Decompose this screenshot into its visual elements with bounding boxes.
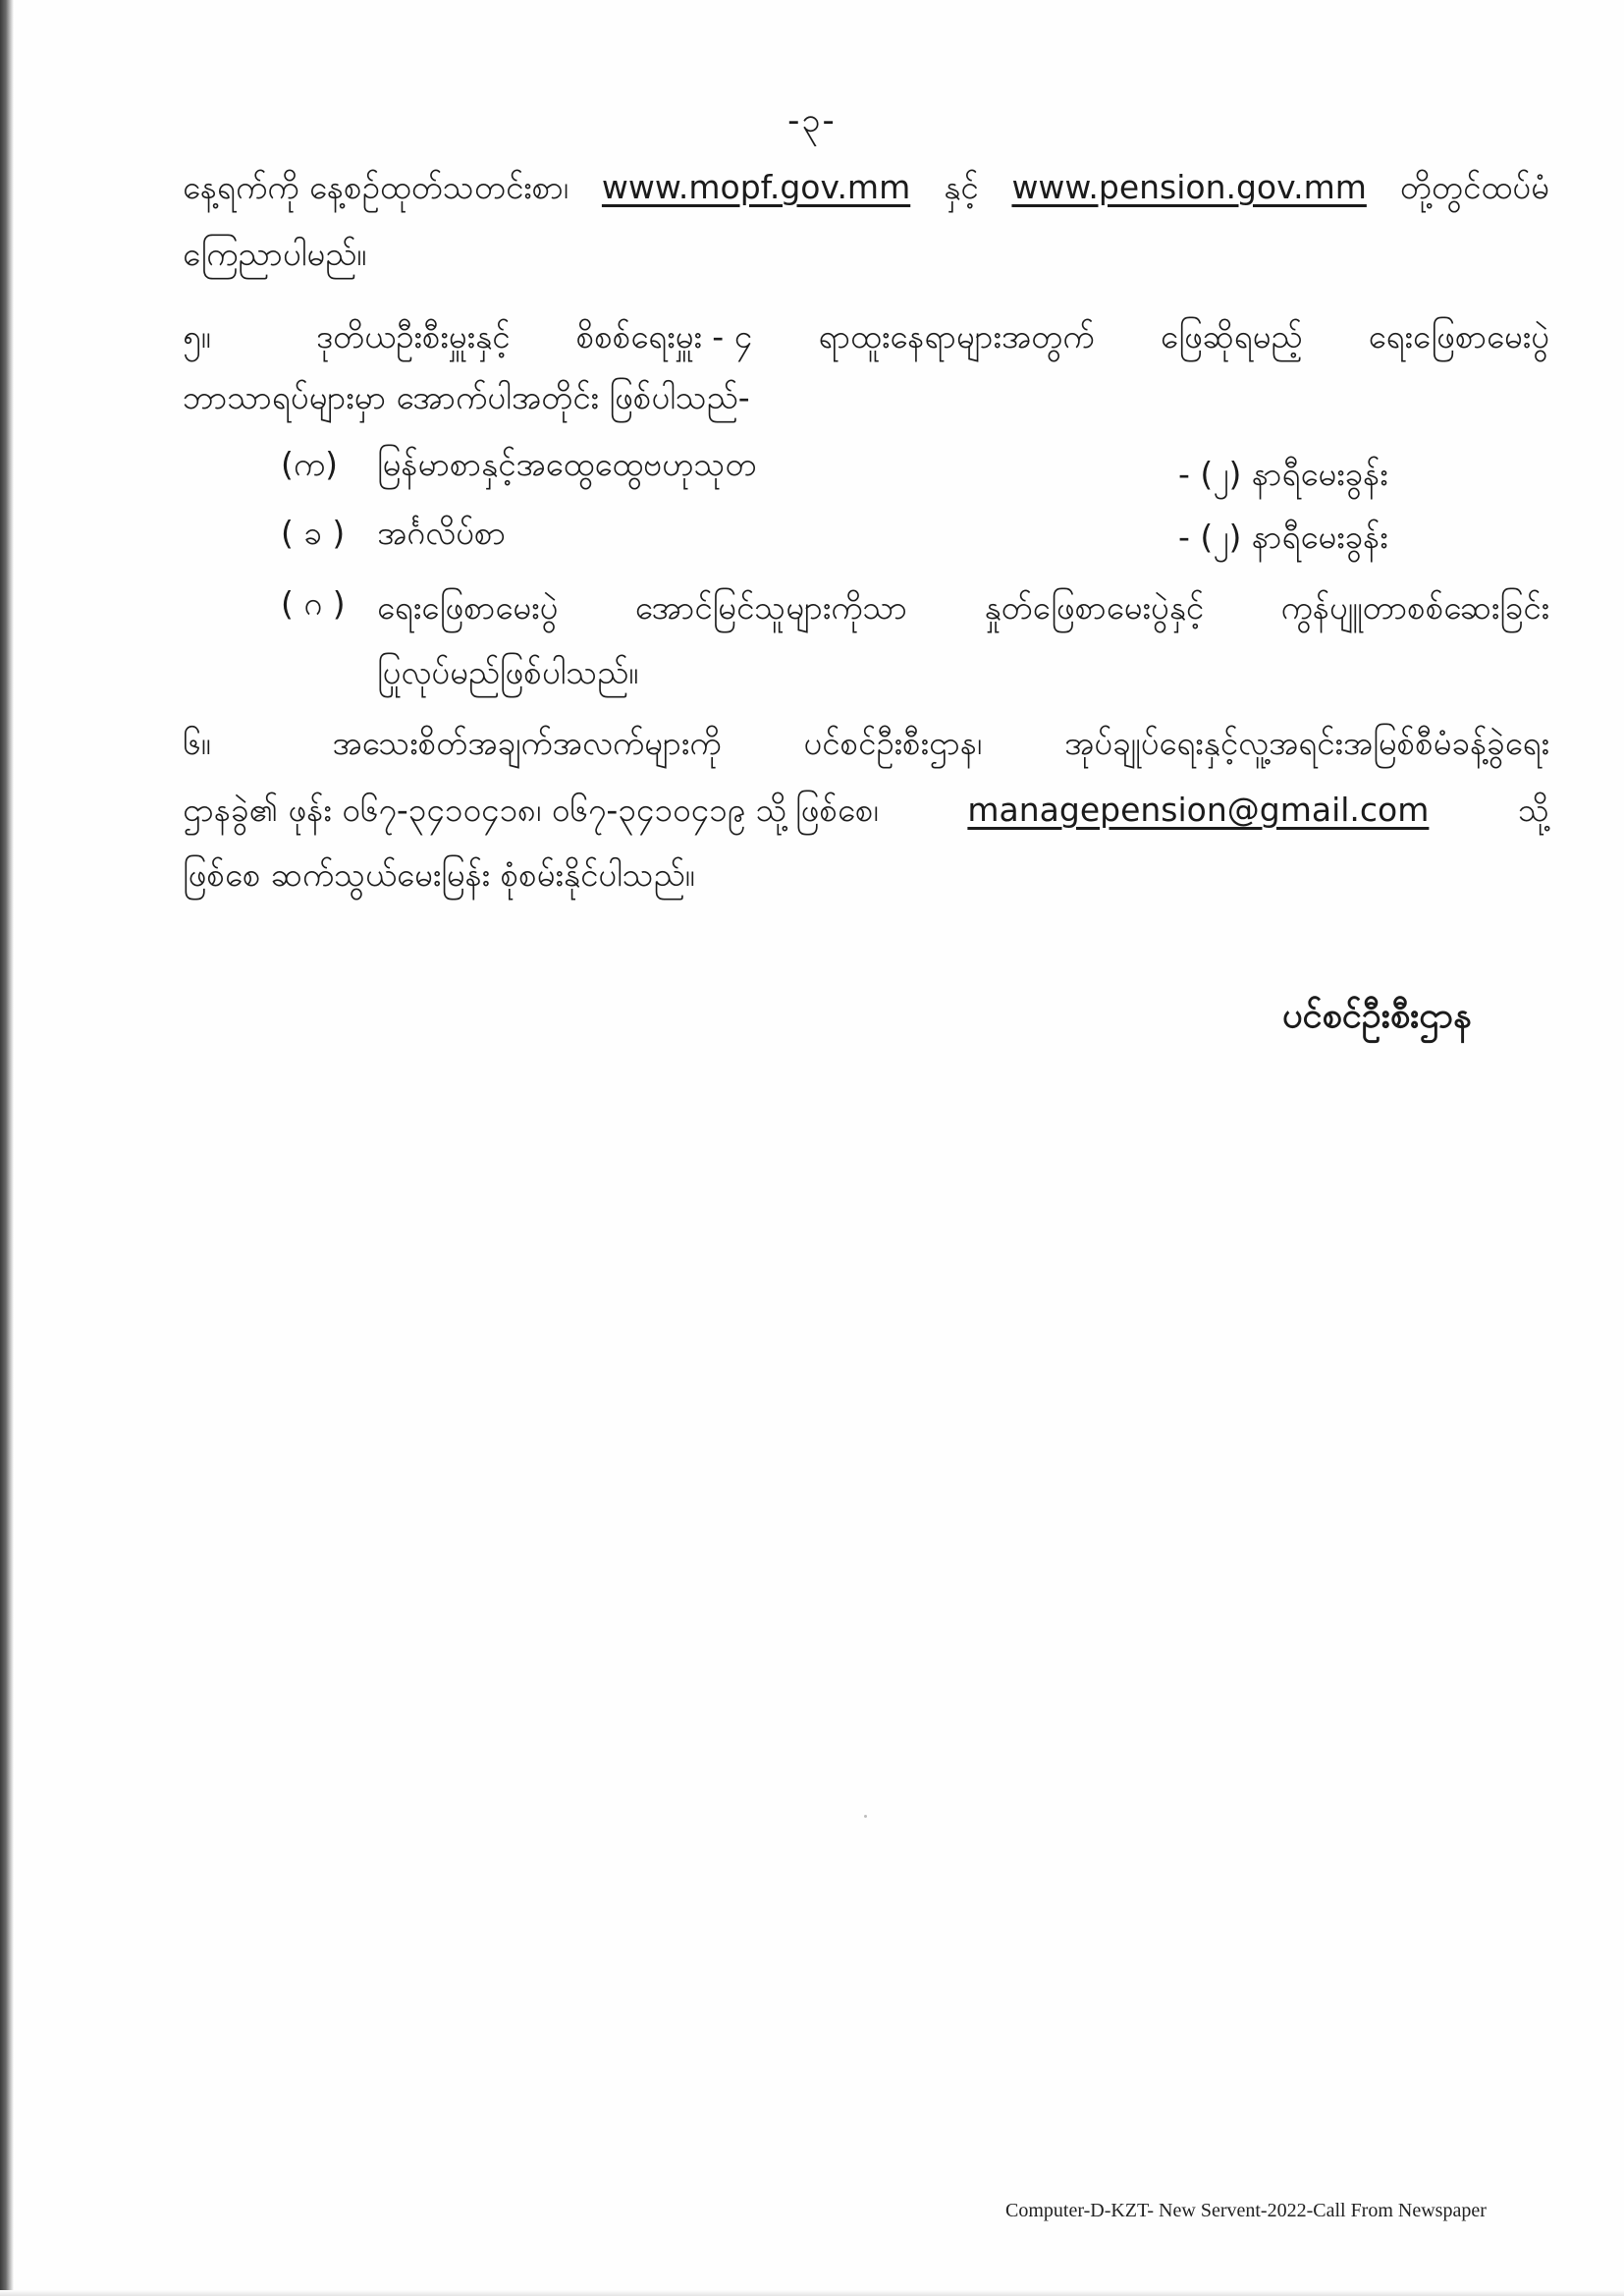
text-segment: စိစစ်ရေးမှူး - ၄ [575,317,753,355]
text-segment: ဌာနခွဲ၏ ဖုန်း ၀၆၇-၃၄၁၀၄၁၈၊ ၀၆၇-၃၄၁၀၄၁၉ သို့ဖြစ်စေ၊ [183,791,879,829]
mopf-website-link[interactable]: www.mopf.gov.mm [601,168,911,206]
paragraph-number: ၆။ [183,724,211,762]
text-segment: သို့ [1518,791,1549,829]
text-segment: တို့တွင်ထပ်မံ [1399,168,1549,206]
paragraph-5-line-2: ဘာသာရပ်များမှာ အောက်ပါအတိုင်း ဖြစ်ပါသည်- [183,378,750,416]
text-segment: အသေးစိတ်အချက်အလက်များကို [332,724,722,762]
paragraph-5-line-1 [183,312,1549,361]
paragraph-number: ၅။ [183,317,211,355]
list-item-duration: - (၂) နာရီမေးခွန်း [1178,455,1388,493]
list-item-duration: - (၂) နာရီမေးခွန်း [1178,518,1388,556]
email-link[interactable]: managepension@gmail.com [967,791,1430,829]
text-segment: ဒုတိယဦးစီးမှူးနှင့် [315,317,511,355]
text-segment: နှင့် [944,168,979,206]
list-item-text-line-1 [377,583,1549,632]
text-segment: အုပ်ချုပ်ရေးနှင့်လူ့အရင်းအမြစ်စီမံခန့်ခွဲရေး [1063,724,1549,762]
text-segment: ရာထူးနေရာများအတွက် [818,317,1095,355]
scan-edge-bottom [0,2290,1624,2296]
text-segment: ရေးဖြေစာမေးပွဲ [377,588,559,627]
list-item-text: အင်္ဂလိပ်စာ [377,514,507,552]
signature-department: ပင်စင်ဦးစီးဌာန [1282,996,1472,1036]
pension-website-link[interactable]: www.pension.gov.mm [1011,168,1367,206]
text-segment: ဖြေဆိုရမည့် [1160,317,1303,355]
list-item-text: မြန်မာစာနှင့်အထွေထွေဗဟုသုတ [377,445,757,483]
text-segment: နှုတ်ဖြေစာမေးပွဲနှင့် [984,588,1205,627]
paragraph-6-line-2 [183,786,1549,835]
scan-edge [0,0,14,2296]
text-segment: ကွန်ပျူတာစစ်ဆေးခြင်း [1280,588,1549,627]
list-item-label: (က) [281,445,339,483]
list-item-label: ( ခ ) [281,514,346,552]
list-item-text-line-2: ပြုလုပ်မည်ဖြစ်ပါသည်။ [377,653,639,691]
scan-speck [864,1815,867,1818]
text-segment: နေ့ရက်ကို နေ့စဉ်ထုတ်သတင်းစာ၊ [183,168,568,206]
paragraph-6-line-1 [183,719,1549,768]
text-segment: အောင်မြင်သူများကိုသာ [634,588,907,627]
page-number: -၃- [787,101,837,140]
footer-filename: Computer-D-KZT- New Servent-2022-Call From Newspaper [1005,2200,1487,2221]
text-segment: ပင်စင်ဦးစီးဌာန၊ [803,724,983,762]
list-item-label: ( ဂ ) [281,584,346,623]
text-segment: ရေးဖြေစာမေးပွဲ [1368,317,1549,355]
paragraph-continued-line-2: ကြေညာပါမည်။ [183,235,367,273]
paragraph-6-line-3: ဖြစ်စေ ဆက်သွယ်မေးမြန်း စုံစမ်းနိုင်ပါသည်။ [183,855,695,894]
paragraph-continued-line-1 [183,163,1549,212]
